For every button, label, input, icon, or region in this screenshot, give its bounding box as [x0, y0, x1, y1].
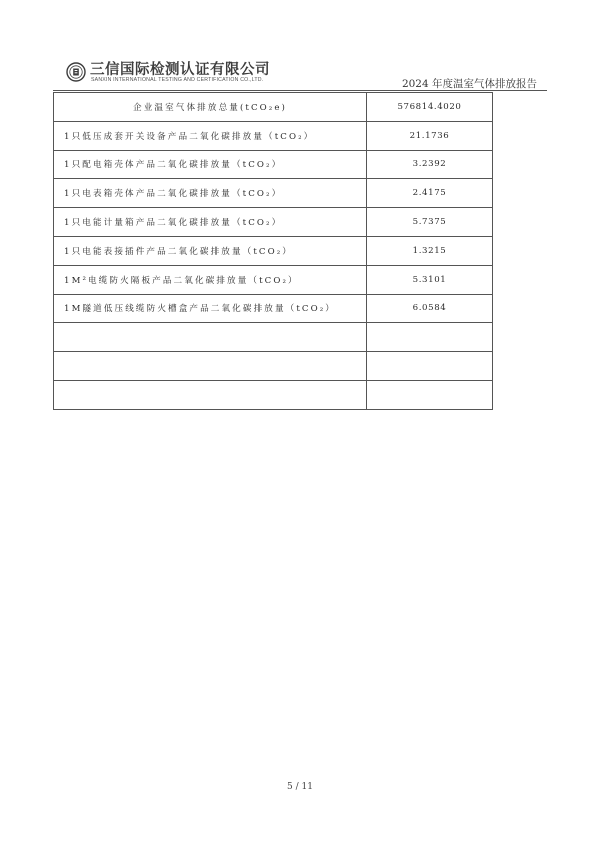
- report-title: 2024 年度温室气体排放报告: [401, 78, 537, 90]
- table-row: [54, 323, 493, 352]
- table-row: [54, 93, 493, 122]
- row-value: 1.3215: [367, 236, 493, 265]
- table-row: [54, 352, 493, 381]
- row-value: 6.0584: [367, 294, 493, 323]
- row-label: 1只低压成套开关设备产品二氧化碳排放量（tCO₂）: [54, 121, 367, 150]
- row-label: [54, 380, 367, 409]
- row-value: 21.1736: [367, 121, 493, 150]
- page-number: 5 / 11: [287, 782, 313, 792]
- row-label: 1只电能表接插件产品二氧化碳排放量（tCO₂）: [54, 236, 367, 265]
- table-row: [54, 294, 493, 323]
- row-value: [367, 323, 493, 352]
- row-label: 1M隧道低压线缆防火槽盒产品二氧化碳排放量（tCO₂）: [54, 294, 367, 323]
- company-seal-logo-icon: [66, 62, 86, 82]
- row-label: 1只配电箱壳体产品二氧化碳排放量（tCO₂）: [54, 150, 367, 179]
- row-value: 5.3101: [367, 265, 493, 294]
- row-value: 2.4175: [367, 179, 493, 208]
- row-value: 576814.4020: [367, 93, 493, 122]
- table-row: [54, 265, 493, 294]
- row-label: 1只电能计量箱产品二氧化碳排放量（tCO₂）: [54, 208, 367, 237]
- row-label: 1M²电缆防火隔板产品二氧化碳排放量（tCO₂）: [54, 265, 367, 294]
- row-label: [54, 323, 367, 352]
- row-label: 1只电表箱壳体产品二氧化碳排放量（tCO₂）: [54, 179, 367, 208]
- header-divider: [53, 90, 547, 91]
- table-row: [54, 121, 493, 150]
- emissions-table: [53, 92, 493, 410]
- row-label: 企业温室气体排放总量(tCO₂e): [54, 93, 367, 122]
- company-name-en: SANXIN INTERNATIONAL TESTING AND CERTIFICATION CO.,LTD.: [91, 77, 264, 83]
- page-header: [0, 0, 600, 95]
- company-name-cn: 三信国际检测认证有限公司: [90, 62, 270, 78]
- table-row: [54, 380, 493, 409]
- table-row: [54, 236, 493, 265]
- table-row: [54, 150, 493, 179]
- table-row: [54, 179, 493, 208]
- table-row: [54, 208, 493, 237]
- row-value: 3.2392: [367, 150, 493, 179]
- row-value: 5.7375: [367, 208, 493, 237]
- row-value: [367, 352, 493, 381]
- row-label: [54, 352, 367, 381]
- row-value: [367, 380, 493, 409]
